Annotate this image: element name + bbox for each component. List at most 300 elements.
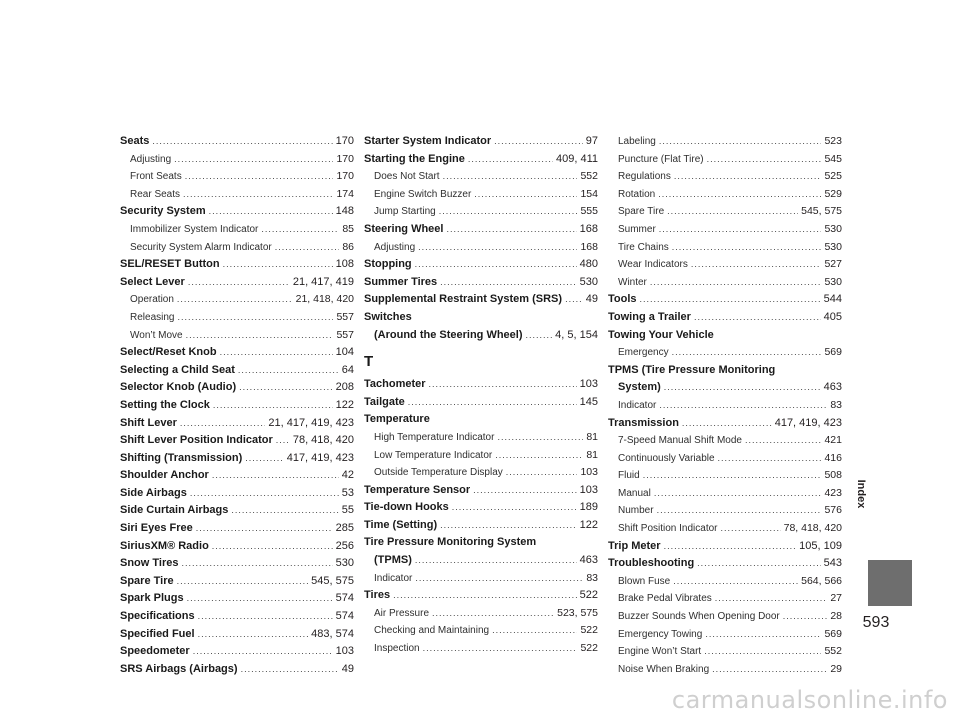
entry-label: Puncture (Flat Tire) (618, 153, 704, 165)
entry-pages: 83 (830, 398, 842, 411)
index-entry (120, 203, 354, 221)
dot-leader (718, 450, 822, 468)
index-subentry (364, 429, 598, 447)
dot-leader (418, 239, 577, 257)
entry-label: Spark Plugs (120, 592, 184, 605)
entry-pages: 208 (335, 381, 354, 394)
entry-pages: 53 (341, 486, 354, 499)
entry-label: Indicator (618, 399, 657, 411)
index-entry (364, 309, 598, 327)
entry-pages: 104 (335, 346, 354, 359)
entry-pages: 544 (823, 293, 842, 306)
dot-leader (704, 643, 821, 661)
entry-label: Engine Switch Buzzer (374, 188, 472, 200)
index-entry (364, 587, 598, 605)
dot-leader (212, 538, 333, 556)
entry-pages: 530 (335, 557, 354, 570)
entry-label: Stopping (364, 258, 412, 271)
entry-pages: 417, 419, 423 (774, 416, 842, 429)
entry-pages: 530 (824, 240, 842, 253)
entry-pages: 78, 418, 420 (292, 434, 354, 447)
entry-label: Rear Seats (130, 188, 181, 200)
dot-leader (275, 239, 340, 257)
index-entry (608, 538, 842, 556)
index-entry (608, 309, 842, 327)
entry-label: Select/Reset Knob (120, 346, 217, 359)
entry-label: System) (618, 381, 661, 394)
entry-label: Starting the Engine (364, 152, 465, 165)
dot-leader (664, 538, 797, 556)
dot-leader (193, 643, 333, 661)
index-subentry (120, 151, 354, 169)
entry-pages: 416 (824, 451, 842, 464)
index-subentry (120, 239, 354, 257)
index-subentry (608, 221, 842, 239)
entry-pages: 170 (336, 152, 354, 165)
entry-label: Time (Setting) (364, 518, 438, 531)
index-entry (364, 411, 598, 429)
dot-leader (177, 291, 293, 309)
entry-label: Selector Knob (Audio) (120, 381, 237, 394)
dot-leader (682, 415, 772, 433)
dot-leader (659, 397, 827, 415)
index-subentry (364, 464, 598, 482)
dot-leader (640, 291, 821, 309)
entry-pages: 83 (586, 571, 598, 584)
dot-leader (443, 168, 578, 186)
entry-label: Jump Starting (374, 206, 436, 218)
entry-pages: 508 (824, 469, 842, 482)
entry-pages: 523, 575 (557, 606, 598, 619)
entry-label: 7-Speed Manual Shift Mode (618, 435, 742, 447)
index-entry (608, 379, 842, 397)
watermark: carmanualsonline.info (671, 686, 948, 714)
index-subentry (608, 397, 842, 415)
entry-label: Setting the Clock (120, 398, 210, 411)
entry-pages: 21, 418, 420 (295, 293, 354, 306)
index-entry (120, 344, 354, 362)
dot-leader (439, 203, 578, 221)
index-column-3 (608, 133, 842, 678)
index-entry (608, 362, 842, 380)
entry-label: Emergency (618, 347, 669, 359)
entry-pages: 64 (341, 363, 354, 376)
index-entry (120, 397, 354, 415)
entry-label: Front Seats (130, 171, 182, 183)
dot-leader (694, 309, 821, 327)
entry-label: Outside Temperature Display (374, 467, 503, 479)
entry-pages: 285 (335, 522, 354, 535)
index-subentry (608, 432, 842, 450)
entry-pages: 421 (824, 434, 842, 447)
entry-label: Checking and Maintaining (374, 625, 490, 637)
entry-pages: 522 (580, 642, 598, 655)
entry-label: Labeling (618, 136, 656, 147)
entry-pages: 108 (335, 258, 354, 271)
index-entry (120, 538, 354, 556)
index-subentry (608, 573, 842, 591)
entry-label: SiriusXM® Radio (120, 539, 209, 552)
index-subentry (608, 274, 842, 292)
dot-leader (152, 133, 332, 151)
entry-pages: 569 (824, 346, 842, 359)
index-entry (120, 379, 354, 397)
index-side-tab (868, 560, 912, 606)
dot-leader (654, 485, 822, 503)
entry-pages: 529 (824, 187, 842, 200)
dot-leader (415, 256, 577, 274)
dot-leader (446, 221, 576, 239)
dot-leader (506, 464, 578, 482)
entry-label: Blown Fuse (618, 575, 671, 587)
index-entry (120, 133, 354, 151)
dot-leader (497, 429, 583, 447)
entry-pages: 576 (824, 504, 842, 517)
index-entry (120, 608, 354, 626)
index-subentry (608, 485, 842, 503)
index-entry (120, 573, 354, 591)
entry-label: Temperature (364, 413, 430, 426)
index-subentry (364, 168, 598, 186)
index-subentry (608, 239, 842, 257)
entry-pages: 405 (823, 310, 842, 323)
index-entry (364, 151, 598, 169)
entry-pages: 564, 566 (801, 574, 842, 587)
dot-leader (185, 168, 334, 186)
dot-leader (650, 274, 822, 292)
entry-label: Spare Tire (120, 574, 174, 587)
entry-pages: 574 (335, 610, 354, 623)
entry-pages: 86 (342, 240, 354, 253)
entry-label: Buzzer Sounds When Opening Door (618, 611, 780, 623)
index-entry (364, 552, 598, 570)
index-subentry (608, 203, 842, 221)
index-subentry (608, 151, 842, 169)
entry-label: Noise When Braking (618, 663, 710, 675)
entry-pages: 105, 109 (799, 539, 842, 552)
dot-leader (415, 552, 577, 570)
dot-leader (261, 221, 339, 239)
dot-leader (196, 520, 333, 538)
index-subentry (364, 203, 598, 221)
index-entry (364, 274, 598, 292)
index-subentry (120, 291, 354, 309)
entry-pages: 97 (585, 135, 598, 147)
index-entry (120, 626, 354, 644)
entry-label: Air Pressure (374, 607, 430, 619)
index-entry (608, 415, 842, 433)
entry-label: Tools (608, 293, 637, 306)
entry-pages: 168 (579, 222, 598, 235)
entry-label: Supplemental Restraint System (SRS) (364, 293, 563, 306)
dot-leader (643, 467, 822, 485)
dot-leader (188, 274, 290, 292)
entry-label: Tie-down Hooks (364, 501, 449, 514)
entry-label: Seats (120, 135, 150, 147)
dot-leader (657, 502, 822, 520)
dot-leader (468, 151, 553, 169)
entry-pages: 103 (579, 378, 598, 391)
index-entry (120, 502, 354, 520)
entry-label: (TPMS) (374, 554, 412, 567)
entry-pages: 256 (335, 539, 354, 552)
dot-leader (223, 256, 333, 274)
entry-label: Temperature Sensor (364, 483, 471, 496)
entry-label: Adjusting (374, 241, 416, 253)
index-entry (120, 555, 354, 573)
index-entry (364, 394, 598, 412)
entry-label: SEL/RESET Button (120, 258, 220, 271)
entry-label: Trip Meter (608, 539, 661, 552)
entry-pages: 523 (824, 135, 842, 147)
dot-leader (664, 379, 821, 397)
index-subentry (120, 168, 354, 186)
index-entry (120, 643, 354, 661)
entry-label: Side Airbags (120, 486, 187, 499)
entry-label: Select Lever (120, 275, 185, 288)
dot-leader (238, 362, 339, 380)
index-subentry (608, 133, 842, 151)
entry-pages: 552 (824, 645, 842, 658)
index-entry (120, 520, 354, 538)
dot-leader (423, 640, 578, 658)
dot-leader (715, 590, 828, 608)
index-entry (120, 256, 354, 274)
entry-pages: 174 (336, 187, 354, 200)
entry-pages: 463 (823, 381, 842, 394)
dot-leader (181, 555, 332, 573)
entry-label: Speedometer (120, 645, 190, 658)
entry-label: Switches (364, 310, 412, 323)
entry-label: Releasing (130, 311, 175, 323)
entry-pages: 530 (824, 222, 842, 235)
index-entry (120, 661, 354, 679)
dot-leader (494, 133, 583, 151)
entry-pages: 557 (336, 310, 354, 323)
entry-label: Continuously Variable (618, 452, 715, 464)
entry-pages: 423 (824, 486, 842, 499)
entry-pages: 81 (586, 448, 598, 461)
entry-label: Tailgate (364, 395, 405, 408)
side-tab-label: Index (855, 479, 867, 509)
entry-label: Troubleshooting (608, 557, 695, 570)
entry-pages: 545 (824, 152, 842, 165)
entry-pages: 545, 575 (801, 205, 842, 218)
entry-label: Summer (618, 223, 656, 235)
entry-pages: 522 (579, 589, 598, 602)
dot-leader (440, 517, 577, 535)
entry-pages: 122 (579, 518, 598, 531)
entry-pages: 557 (336, 328, 354, 341)
index-subentry (120, 221, 354, 239)
entry-label: Fluid (618, 470, 640, 482)
entry-label: Manual (618, 487, 651, 499)
entry-pages: 4, 5, 154 (555, 328, 598, 341)
entry-label: Specifications (120, 610, 195, 623)
entry-pages: 145 (579, 395, 598, 408)
entry-pages: 522 (580, 624, 598, 637)
entry-label: Shift Lever (120, 416, 177, 429)
index-column-1 (120, 133, 354, 678)
dot-leader (432, 605, 554, 623)
dot-leader (209, 203, 333, 221)
dot-leader (495, 447, 583, 465)
entry-label: Number (618, 505, 654, 517)
entry-pages: 78, 418, 420 (783, 522, 842, 535)
entry-pages: 545, 575 (311, 574, 354, 587)
entry-pages: 483, 574 (311, 627, 354, 640)
entry-pages: 170 (336, 170, 354, 183)
dot-leader (674, 168, 822, 186)
index-subentry (608, 643, 842, 661)
dot-leader (667, 203, 798, 221)
entry-pages: 85 (342, 222, 354, 235)
dot-leader (474, 186, 577, 204)
index-entry (364, 517, 598, 535)
dot-leader (712, 661, 827, 679)
index-column-2 (364, 133, 598, 658)
entry-label: Tire Pressure Monitoring System (364, 536, 537, 549)
index-subentry (120, 327, 354, 345)
dot-leader (276, 432, 290, 450)
index-entry (364, 291, 598, 309)
index-subentry (364, 239, 598, 257)
entry-pages: 122 (335, 398, 354, 411)
index-entry (120, 590, 354, 608)
entry-label: Specified Fuel (120, 627, 195, 640)
entry-label: Wear Indicators (618, 259, 688, 271)
dot-leader (180, 415, 266, 433)
index-subentry (608, 590, 842, 608)
dot-leader (705, 626, 821, 644)
index-subentry (608, 502, 842, 520)
entry-pages: 463 (579, 554, 598, 567)
entry-label: Selecting a Child Seat (120, 363, 235, 376)
dot-leader (190, 485, 339, 503)
dot-leader (429, 376, 577, 394)
index-subentry (364, 186, 598, 204)
entry-label: Security System Alarm Indicator (130, 241, 272, 253)
entry-pages: 170 (335, 135, 354, 147)
index-entry (608, 555, 842, 573)
dot-leader (198, 626, 309, 644)
entry-label: Siri Eyes Free (120, 522, 193, 535)
dot-leader (659, 221, 822, 239)
index-subentry (608, 256, 842, 274)
entry-label: Starter System Indicator (364, 135, 492, 147)
index-subentry (608, 661, 842, 679)
dot-leader (198, 608, 333, 626)
entry-label: Emergency Towing (618, 628, 703, 640)
index-entry (364, 221, 598, 239)
entry-pages: 543 (823, 557, 842, 570)
index-entry (120, 450, 354, 468)
dot-leader (212, 467, 339, 485)
index-subentry (608, 467, 842, 485)
dot-leader (492, 622, 577, 640)
index-entry (120, 415, 354, 433)
dot-leader (526, 327, 553, 345)
index-subentry (608, 186, 842, 204)
dot-leader (408, 394, 577, 412)
entry-label: Shift Lever Position Indicator (120, 434, 273, 447)
entry-pages: 530 (579, 275, 598, 288)
entry-pages: 480 (579, 258, 598, 271)
entry-label: (Around the Steering Wheel) (374, 328, 523, 341)
index-subentry (608, 344, 842, 362)
entry-pages: 168 (580, 240, 598, 253)
index-subentry (608, 626, 842, 644)
dot-leader (673, 573, 798, 591)
entry-pages: 527 (824, 258, 842, 271)
entry-label: Towing Your Vehicle (608, 328, 714, 341)
entry-label: High Temperature Indicator (374, 431, 495, 443)
index-subentry (364, 605, 598, 623)
entry-pages: 530 (824, 275, 842, 288)
entry-label: Does Not Start (374, 171, 440, 183)
index-entry (608, 327, 842, 345)
index-subentry (608, 520, 842, 538)
entry-label: Tachometer (364, 378, 426, 391)
entry-label: Transmission (608, 416, 679, 429)
index-entry (120, 467, 354, 485)
dot-leader (440, 274, 576, 292)
entry-label: Engine Won’t Start (618, 646, 702, 658)
entry-label: Won’t Move (130, 329, 183, 341)
entry-label: Low Temperature Indicator (374, 449, 493, 461)
entry-label: Spare Tire (618, 206, 665, 218)
index-subentry (364, 447, 598, 465)
entry-label: Regulations (618, 171, 671, 183)
dot-leader (672, 239, 822, 257)
entry-label: Summer Tires (364, 275, 438, 288)
entry-pages: 49 (341, 662, 354, 675)
entry-label: Adjusting (130, 153, 172, 165)
index-entry (364, 133, 598, 151)
entry-pages: 103 (580, 466, 598, 479)
dot-leader (415, 570, 583, 588)
entry-pages: 42 (341, 469, 354, 482)
entry-label: Side Curtain Airbags (120, 504, 229, 517)
entry-label: Shifting (Transmission) (120, 451, 243, 464)
index-subentry (364, 570, 598, 588)
index-entry (120, 362, 354, 380)
dot-leader (721, 520, 781, 538)
entry-label: Tires (364, 589, 391, 602)
dot-leader (187, 590, 333, 608)
entry-label: Winter (618, 276, 647, 288)
entry-label: Tire Chains (618, 241, 669, 253)
dot-leader (697, 555, 820, 573)
entry-label: Steering Wheel (364, 222, 444, 235)
dot-leader (177, 309, 333, 327)
entry-pages: 49 (585, 293, 598, 306)
dot-leader (393, 587, 577, 605)
entry-label: Shoulder Anchor (120, 469, 209, 482)
entry-pages: 409, 411 (555, 152, 598, 165)
section-letter: T (364, 353, 374, 371)
index-entry (364, 534, 598, 552)
dot-leader (213, 397, 333, 415)
dot-leader (473, 482, 576, 500)
index-entry (364, 327, 598, 345)
entry-pages: 28 (830, 610, 842, 623)
dot-leader (565, 291, 583, 309)
entry-pages: 81 (586, 430, 598, 443)
index-entry (120, 485, 354, 503)
index-entry (364, 499, 598, 517)
entry-pages: 103 (335, 645, 354, 658)
